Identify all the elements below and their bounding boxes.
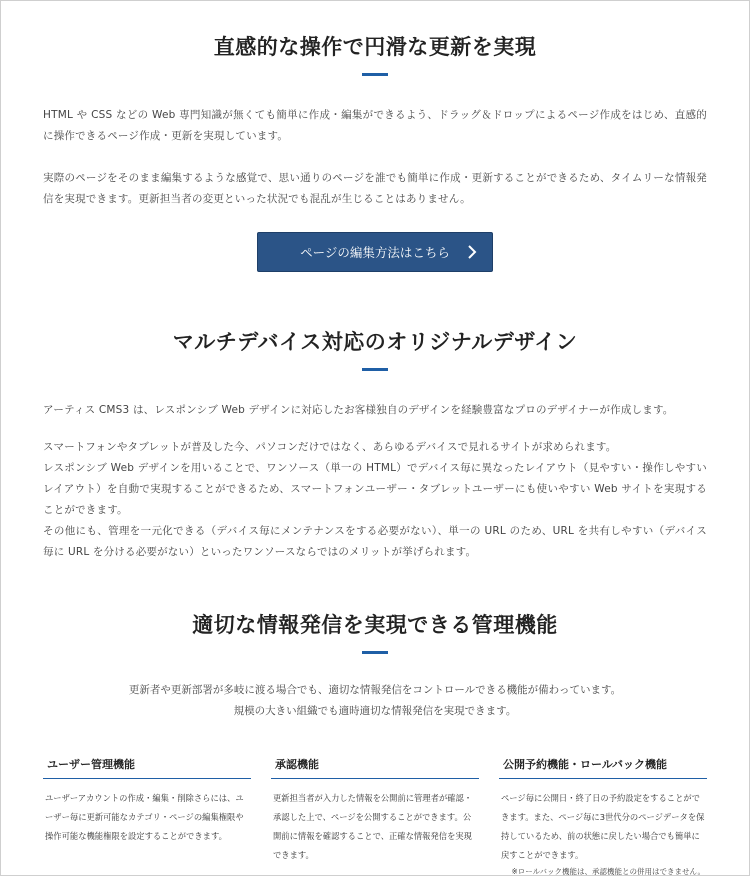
section-management-features [1,563,749,879]
section-multi-device-design [1,272,749,563]
section-paragraph: HTML や CSS などの Web 専門知識が無くても簡単に作成・編集ができるよう、ドラッグ＆ドロップによるページ作成をはじめ、直感的に操作できるページ作成・更新を実現しています。 [43,109,707,142]
feature-title: 承認機能 [271,756,479,779]
feature-title: 公開予約機能・ロールバック機能 [499,756,707,779]
section-intro: 規模の大きい組織でも適時適切な情報発信を実現できます。 [233,705,517,717]
section-title: 適切な情報発信を実現できる管理機能 [192,613,558,637]
section-paragraph: アーティス CMS3 は、レスポンシブ Web デザインに対応したお客様独自のデザインを経験豊富なプロのデザイナーが作成します。 [43,404,674,416]
button-label: ページの編集方法はこちら [300,245,450,260]
feature-columns [43,756,707,879]
title-underline [362,368,388,371]
title-underline [362,73,388,76]
section-title: 直感的な操作で円滑な更新を実現 [213,35,537,59]
feature-body: ページ毎に公開日・終了日の予約設定をすることができます。また、ページ毎に3世代分のページデータを保持しているため、前の状態に戻したい場合でも簡単に戻すことができます。 [501,793,705,860]
section-paragraph: その他にも、管理を一元化できる（デバイス毎にメンテナンスをする必要がない）、単一の URL のため、URL を共有しやすい（デバイス毎に URL を分ける必要がない）といったワンソースならではのメリットが挙げられます。 [43,525,707,558]
feature-body: ユーザーアカウントの作成・編集・削除さらには、ユーザー毎に更新可能なカテゴリ・ページの編集権限や操作可能な機能権限を設定することができます。 [45,793,244,841]
feature-title: ユーザー管理機能 [43,756,251,779]
section-intro: 更新者や更新部署が多岐に渡る場合でも、適切な情報発信をコントロールできる機能が備わっています。 [128,684,622,696]
feature-scheduling-rollback [499,756,707,879]
feature-approval [271,756,479,879]
chevron-right-icon [464,244,480,260]
editing-guide-button[interactable] [257,232,493,272]
section-title: マルチデバイス対応のオリジナルデザイン [172,330,578,354]
section-paragraph: レスポンシブ Web デザインを用いることで、ワンソース（単一の HTML）でデバイス毎に異なったレイアウト（見やすい・操作しやすいレイアウト）を自動で実現することができるため、スマートフォンユーザー・タブレットユーザーにも使いやすい Web サイトを実現することができます。 [43,462,707,516]
section-intuitive-editing [1,1,749,272]
feature-body: 更新担当者が入力した情報を公開前に管理者が確認・承認した上で、ページを公開することができます。公開前に情報を確認することで、正確な情報発信を実現できます。 [273,793,473,860]
feature-note: ※ロールバック機能は、承認機能との併用はできません。 [511,867,705,876]
title-underline [362,651,388,654]
section-paragraph: スマートフォンやタブレットが普及した今、パソコンだけではなく、あらゆるデバイスで見れるサイトが求められます。 [43,441,617,453]
section-paragraph: 実際のページをそのまま編集するような感覚で、思い通りのページを誰でも簡単に作成・更新することができるため、タイムリーな情報発信を実現できます。更新担当者の変更といった状況でも混乱が生じることはありません。 [43,172,707,205]
feature-user-management [43,756,251,879]
